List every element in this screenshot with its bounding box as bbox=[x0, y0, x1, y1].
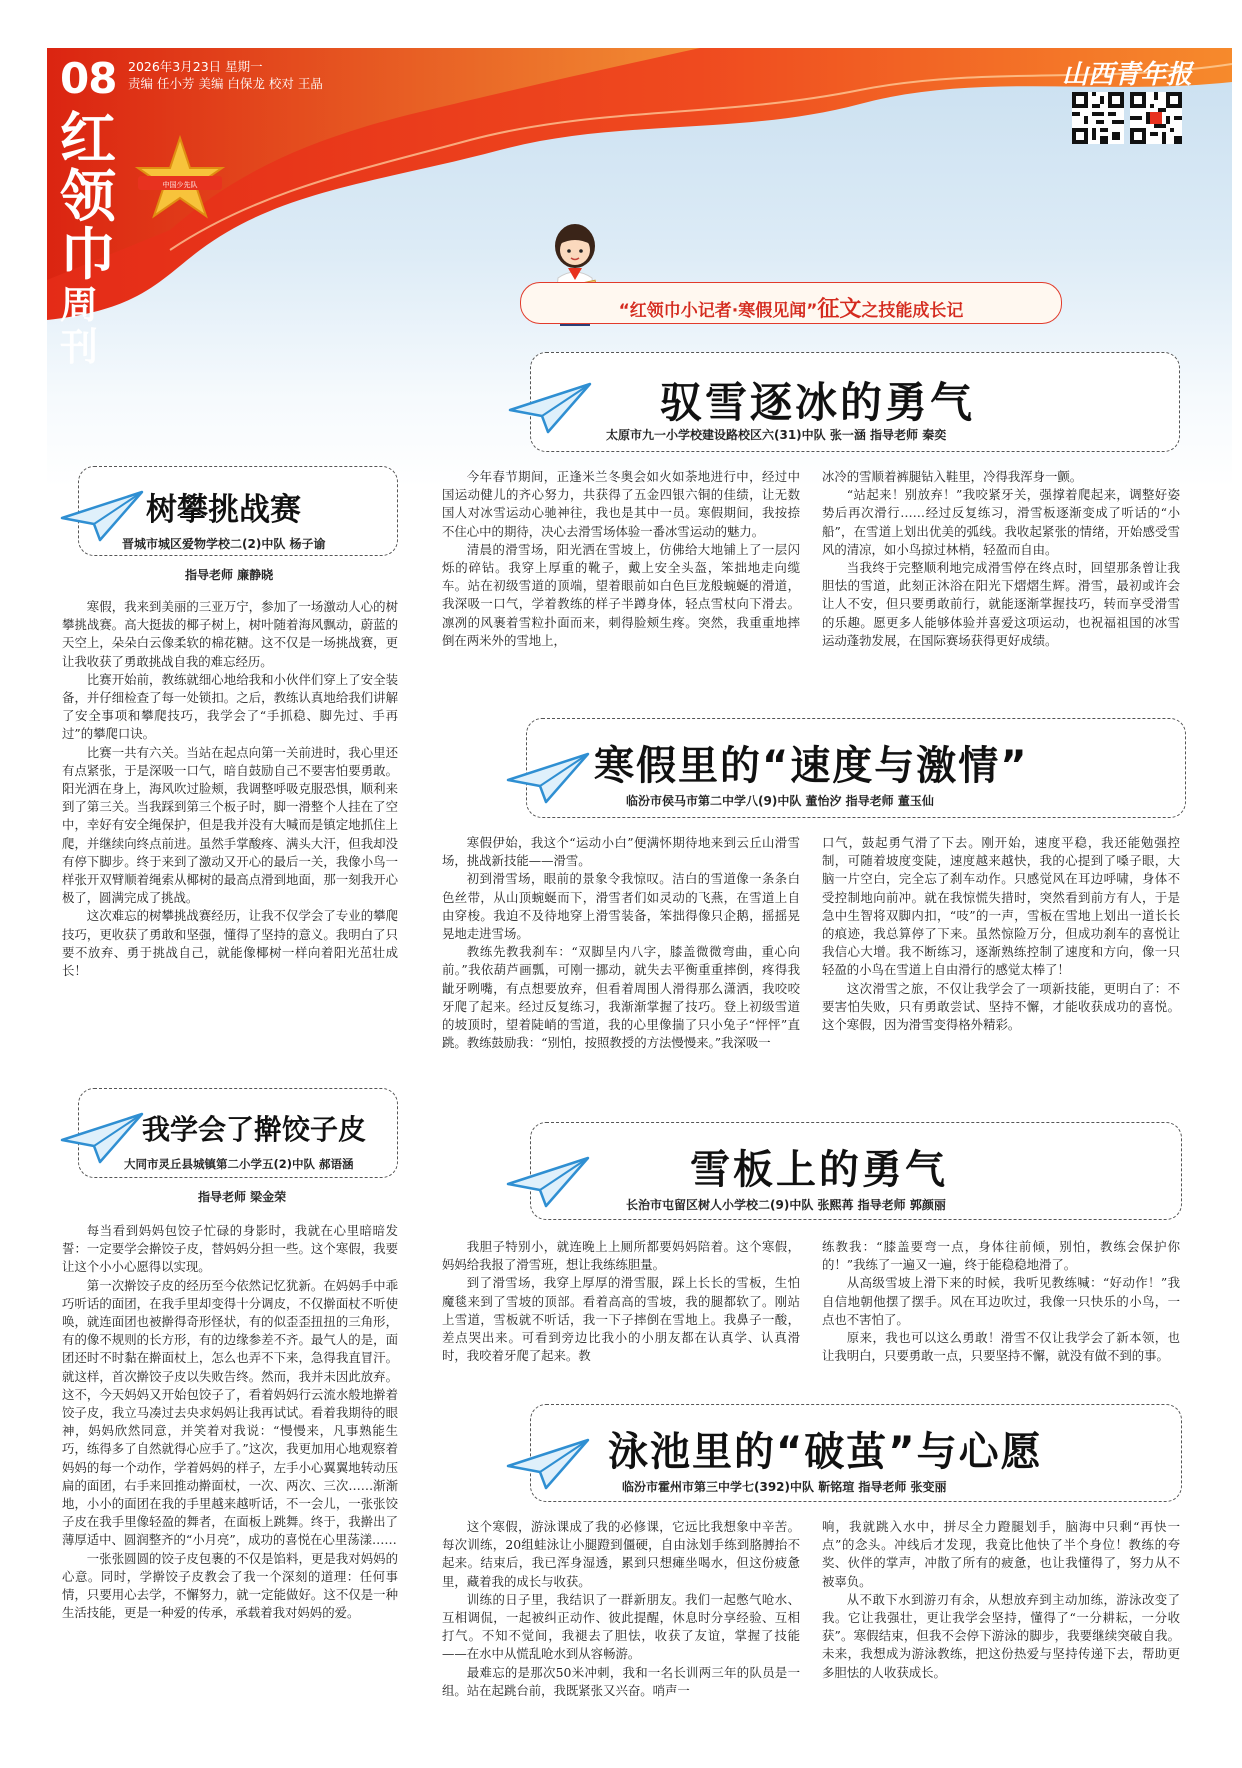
badge-text: 中国少先队 bbox=[162, 181, 198, 189]
newspaper-logo: 山西青年报 bbox=[1062, 60, 1193, 90]
article-title: 雪板上的勇气 bbox=[690, 1147, 948, 1193]
paragraph: 口气，鼓起勇气滑了下去。刚开始，速度平稳，我还能勉强控制，可随着坡度变陡，速度越来越快，我的心提到了嗓子眼，大脑一片空白，完全忘了刹车动作。只感觉风在耳边呼啸，身体不受控制地向前冲。就在我惊慌失措时，突然看到前方有人，于是急中生智将双脚内扣，“吱”的一声，雪板在雪地上划出一道长长的痕迹，我总算停了下来。虽然惊险万分，但成功刹车的喜悦让我信心大增。我不断练习，逐渐熟练控制了速度和方向，像一只轻盈的小鸟在雪道上自由滑行的感觉太棒了！ bbox=[822, 835, 1180, 978]
paragraph: 第一次擀饺子皮的经历至今依然记忆犹新。在妈妈手中乖巧听话的面团，在我手里却变得十分调皮，不仅擀面杖不听使唤，就连面团也被擀得奇形怪状，有的似歪歪扭扭的三角形，有的像不规则的长方形，有的边缘参差不齐。最气人的是，面团还时不时黏在擀面杖上，怎么也弄不下来，急得我直冒汗。就这样，首次擀饺子皮以失败告终。然而，我并未因此放弃。这不，今天妈妈又开始包饺子了，看着妈妈行云流水般地擀着饺子皮，我立马凑过去央求妈妈让我再试试。看着我期待的眼神，妈妈欣然同意，并笑着对我说：“慢慢来，凡事熟能生巧，练得多了自然就得心应手了。”这次，我更加用心地观察着妈妈的每一个动作，学着妈妈的样子，左手小心翼翼地转动压扁的面团，右手来回推动擀面杖，一次、两次、三次……渐渐地，小小的面团在我的手里越来越听话，不一会儿，一张张饺子皮在我手里像轻盈的舞者，在面板上跳舞。终于，我擀出了薄厚适中、圆润整齐的“小月亮”，成功的喜悦在心里荡漾…… bbox=[62, 1277, 398, 1548]
paragraph: 比赛开始前，教练就细心地给我和小伙伴们穿上了安全装备，并仔细检查了每一处锁扣。之后，教练认真地给我们讲解了安全事项和攀爬技巧，我学会了“手抓稳、脚先过、手再过”的攀爬口诀。 bbox=[62, 671, 398, 742]
qr-code-icon bbox=[1072, 92, 1124, 144]
paragraph: 冰冷的雪顺着裤腿钻入鞋里，冷得我浑身一颤。 bbox=[822, 469, 1083, 484]
title-char: 巾 bbox=[60, 222, 116, 288]
paragraph: 最难忘的是那次50米冲刺，我和一名长训两三年的队员是一组。站在起跳台前，我既紧张又兴奋。哨声一 bbox=[442, 1664, 800, 1698]
article-title: 树攀挑战赛 bbox=[146, 492, 301, 528]
paper-plane-icon bbox=[506, 752, 590, 804]
paragraph: 原来，我也可以这么勇敢！滑雪不仅让我学会了新本领，也让我明白，只要勇敢一点，只要坚持不懈，就没有做不到的事。 bbox=[822, 1330, 1180, 1364]
article-title: 泳池里的“破茧”与心愿 bbox=[608, 1429, 1043, 1475]
paragraph: 我胆子特别小，就连晚上上厕所都要妈妈陪着。这个寒假，妈妈给我报了滑雪班，想让我练练胆量。 bbox=[442, 1239, 800, 1273]
article-title: 我学会了擀饺子皮 bbox=[142, 1113, 367, 1146]
article-body bbox=[442, 834, 1180, 1052]
paragraph: 到了滑雪场，我穿上厚厚的滑雪服，踩上长长的雪板，生怕魔毯来到了雪坡的顶部。看着高高的雪坡，我的腿都软了。刚站上雪道，雪板就不听话，我一下子摔倒在雪地上。我鼻子一酸，差点哭出来。可看到旁边比我小的小朋友都在认真学、认真滑时，我咬着牙爬了起来。教 bbox=[442, 1275, 800, 1364]
paper-plane-icon bbox=[506, 1156, 590, 1208]
editors-line: 责编 任小芳 美编 白保龙 校对 王晶 bbox=[128, 76, 323, 91]
paragraph: 比赛一共有六关。当站在起点向第一关前进时，我心里还有点紧张，于是深吸一口气，暗自鼓励自己不要害怕要勇敢。阳光洒在身上，海风吹过脸颊，我调整呼吸克服恐惧，顺利来到了第三关。当我踩到第三个板子时，脚一滑整个人挂在了空中，幸好有安全绳保护，但是我并没有大喊而是镇定地抓住上爬，并继续向终点前进。虽然手掌酸疼、满头大汗，但我却没有停下脚步。终于来到了激动又开心的最后一关，我像小鸟一样张开双臂顺着绳索从椰树的最高点滑到地面，那一刻我开心极了，圆满完成了挑战。 bbox=[62, 744, 398, 906]
subtitle-char: 刊 bbox=[60, 324, 99, 369]
paragraph: 今年春节期间，正逢米兰冬奥会如火如荼地进行中，经过中国运动健儿的齐心努力，共获得了五金四银六铜的佳绩，让无数国人对冰雪运动心驰神往，我也是其中一员。寒假期间，我按捺不住心中的期待，决心去滑雪场体验一番冰雪运动的魅力。 bbox=[442, 469, 800, 539]
banner-highlight: 征文 bbox=[817, 297, 862, 322]
paragraph: 训练的日子里，我结识了一群新朋友。我们一起憋气呛水、互相调侃，一起被纠正动作、彼此提醒，休息时分享经验、互相打气。不知不觉间，我褪去了胆怯，收获了友谊，掌握了技能——在水中从慌乱呛水到从容畅游。 bbox=[442, 1591, 800, 1662]
paper-plane-icon bbox=[506, 1438, 590, 1490]
paragraph: 一张张圆圆的饺子皮包裹的不仅是馅料，更是我对妈妈的心意。同时，学擀饺子皮教会了我一个深刻的道理：任何事情，只要用心去学，不懈努力，就一定能做好。这不仅是一种生活技能，更是一种爱的传承，承载着我对妈妈的爱。 bbox=[62, 1550, 398, 1621]
article-body bbox=[62, 1222, 398, 1622]
article-title: 寒假里的“速度与激情” bbox=[594, 743, 1029, 789]
paragraph: 每当看到妈妈包饺子忙碌的身影时，我就在心里暗暗发誓：一定要学会擀饺子皮，替妈妈分担一些。这个寒假，我要让这个小小心愿得以实现。 bbox=[62, 1223, 398, 1275]
article-teacher: 指导老师 廉静晓 bbox=[185, 568, 274, 582]
article-byline: 太原市九一小学校建设路校区六(31)中队 张一涵 指导老师 秦奕 bbox=[606, 428, 947, 442]
article-byline: 晋城市城区爱物学校二(2)中队 杨子谕 bbox=[122, 537, 326, 551]
issue-info bbox=[128, 58, 323, 92]
article-body bbox=[442, 1518, 1180, 1700]
banner-suffix: 之技能成长记 bbox=[861, 301, 964, 321]
article-byline: 临汾市霍州市第三中学七(392)中队 靳铭瑄 指导老师 张变丽 bbox=[622, 1480, 947, 1494]
paragraph: 响，我就跳入水中，拼尽全力蹬腿划手，脑海中只剩“再快一点”的念头。冲线后才发现，我竟比他快了半个身位！教练的夸奖、伙伴的掌声，冲散了所有的疲惫，也让我懂得了，努力从不被辜负。 bbox=[822, 1519, 1180, 1589]
article-teacher: 指导老师 梁金荣 bbox=[198, 1190, 287, 1204]
paragraph: 这个寒假，游泳课成了我的必修课，它远比我想象中辛苦。每次训练，20组蛙泳让小腿蹬到僵硬，自由泳划手练到胳膊抬不起来。结束后，我已浑身湿透，累到只想瘫坐喝水，但这份疲惫里，藏着我的成长与收获。 bbox=[442, 1519, 800, 1589]
subtitle-char: 周 bbox=[60, 282, 99, 327]
date-line: 2026年3月23日 星期一 bbox=[128, 59, 263, 74]
paragraph: 从高级雪坡上滑下来的时候，我听见教练喊：“好动作！”我自信地朝他摆了摆手。风在耳边吹过，我像一只快乐的小鸟，一点也不害怕了。 bbox=[822, 1275, 1180, 1327]
paragraph: 这次滑雪之旅，不仅让我学会了一项新技能，更明白了：不要害怕失败，只有勇敢尝试、坚持不懈，才能收获成功的喜悦。这个寒假，因为滑雪变得格外精彩。 bbox=[822, 980, 1180, 1033]
contest-banner bbox=[520, 282, 1062, 324]
article-byline: 大同市灵丘县城镇第二小学五(2)中队 郝语涵 bbox=[124, 1157, 354, 1171]
paragraph: “站起来！别放弃！”我咬紧牙关，强撑着爬起来，调整好姿势后再次滑行……经过反复练习，滑雪板逐渐变成了听话的“小船”，在雪道上划出优美的弧线。我收起紧张的情绪，开始感受雪风的清凉，如小鸟掠过林梢，轻盈而自由。 bbox=[822, 487, 1180, 557]
red-flag-graphic bbox=[0, 0, 1242, 330]
paragraph: 清晨的滑雪场，阳光洒在雪坡上，仿佛给大地铺上了一层闪烁的碎钻。我穿上厚重的靴子，戴上安全头盔，笨拙地走向缆车。站在初级雪道的顶端，望着眼前如白色巨龙般蜿蜒的滑道，我深吸一口气，学着教练的样子半蹲身体，轻点雪杖向下滑去。凛冽的风裹着雪粒扑面而来，刺得脸颊生疼。突然，我重重地摔倒在两米外的雪地上， bbox=[442, 541, 800, 648]
banner-prefix: “红领巾小记者·寒假见闻” bbox=[618, 301, 818, 321]
title-char: 红 bbox=[60, 106, 116, 172]
paragraph: 这次难忘的树攀挑战赛经历，让我不仅学会了专业的攀爬技巧，更收获了勇敢和坚强，懂得了坚持的意义。我明白了只要不放弃、勇于挑战自己，就能像椰树一样向着阳光茁壮成长！ bbox=[62, 908, 398, 979]
paragraph: 当我终于完整顺利地完成滑雪停在终点时，回望那条曾让我胆怯的雪道，此刻正沐浴在阳光下熠熠生辉。滑雪，最初或许会让人不安，但只要勇敢前行，就能逐渐掌握技巧，转而享受滑雪的乐趣。愿更多人能够体验并喜爱这项运动，也祝福祖国的冰雪运动蓬勃发展，在国际赛场获得更好成绩。 bbox=[822, 560, 1180, 648]
article-title: 驭雪逐冰的勇气 bbox=[660, 378, 976, 427]
qr-code-icon bbox=[1130, 92, 1182, 144]
article-byline: 长治市屯留区树人小学校二(9)中队 张熙苒 指导老师 郭颜丽 bbox=[626, 1198, 946, 1212]
supplement-title bbox=[60, 106, 140, 369]
paragraph: 练教我：“膝盖要弯一点，身体往前倾，别怕，教练会保护你的！”我练了一遍又一遍，终于能稳稳地滑了。 bbox=[822, 1239, 1180, 1273]
paper-plane-icon bbox=[508, 382, 592, 434]
article-byline: 临汾市侯马市第二中学八(9)中队 董怡汐 指导老师 董玉仙 bbox=[626, 794, 934, 808]
paragraph: 寒假伊始，我这个“运动小白”便满怀期待地来到云丘山滑雪场，挑战新技能——滑雪。 bbox=[442, 835, 800, 869]
title-char: 领 bbox=[60, 164, 116, 230]
article-body bbox=[442, 468, 1180, 650]
paragraph: 初到滑雪场，眼前的景象令我惊叹。洁白的雪道像一条条白色丝带，从山顶蜿蜒而下，滑雪者们如灵动的飞燕，在雪道上自由穿梭。我迫不及待地穿上滑雪装备，笨拙得像只企鹅，摇摇晃晃地走进雪场。 bbox=[442, 871, 800, 942]
article-body bbox=[442, 1238, 1180, 1365]
paragraph: 教练先教我刹车：“双脚呈内八字，膝盖微微弯曲，重心向前。”我依葫芦画瓢，可刚一挪动，就失去平衡重重摔倒，疼得我龇牙咧嘴，有点想要放弃，但看着周围人滑得那么潇洒，我咬咬牙爬了起来。经过反复练习，我渐渐掌握了技巧。登上初级雪道的坡顶时，望着陡峭的雪道，我的心里像揣了只小兔子“怦怦”直跳。教练鼓励我：“别怕，按照教授的方法慢慢来。”我深吸一 bbox=[442, 944, 800, 1051]
paragraph: 寒假，我来到美丽的三亚万宁，参加了一场激动人心的树攀挑战赛。高大挺拔的椰子树上，树叶随着海风飘动，蔚蓝的天空上，朵朵白云像柔软的棉花糖。这不仅是一场挑战赛，更让我收获了勇敢挑战自我的难忘经历。 bbox=[62, 599, 398, 669]
paragraph: 从不敢下水到游刃有余，从想放弃到主动加练，游泳改变了我。它让我强壮，更让我学会坚持，懂得了“一分耕耘，一分收获”。寒假结束，但我不会停下游泳的脚步，我要继续突破自我。未来，我想成为游泳教练，把这份热爱与坚持传递下去，帮助更多胆怯的人收获成长。 bbox=[822, 1591, 1180, 1680]
page-number: 08 bbox=[60, 54, 117, 103]
article-body bbox=[62, 598, 398, 980]
